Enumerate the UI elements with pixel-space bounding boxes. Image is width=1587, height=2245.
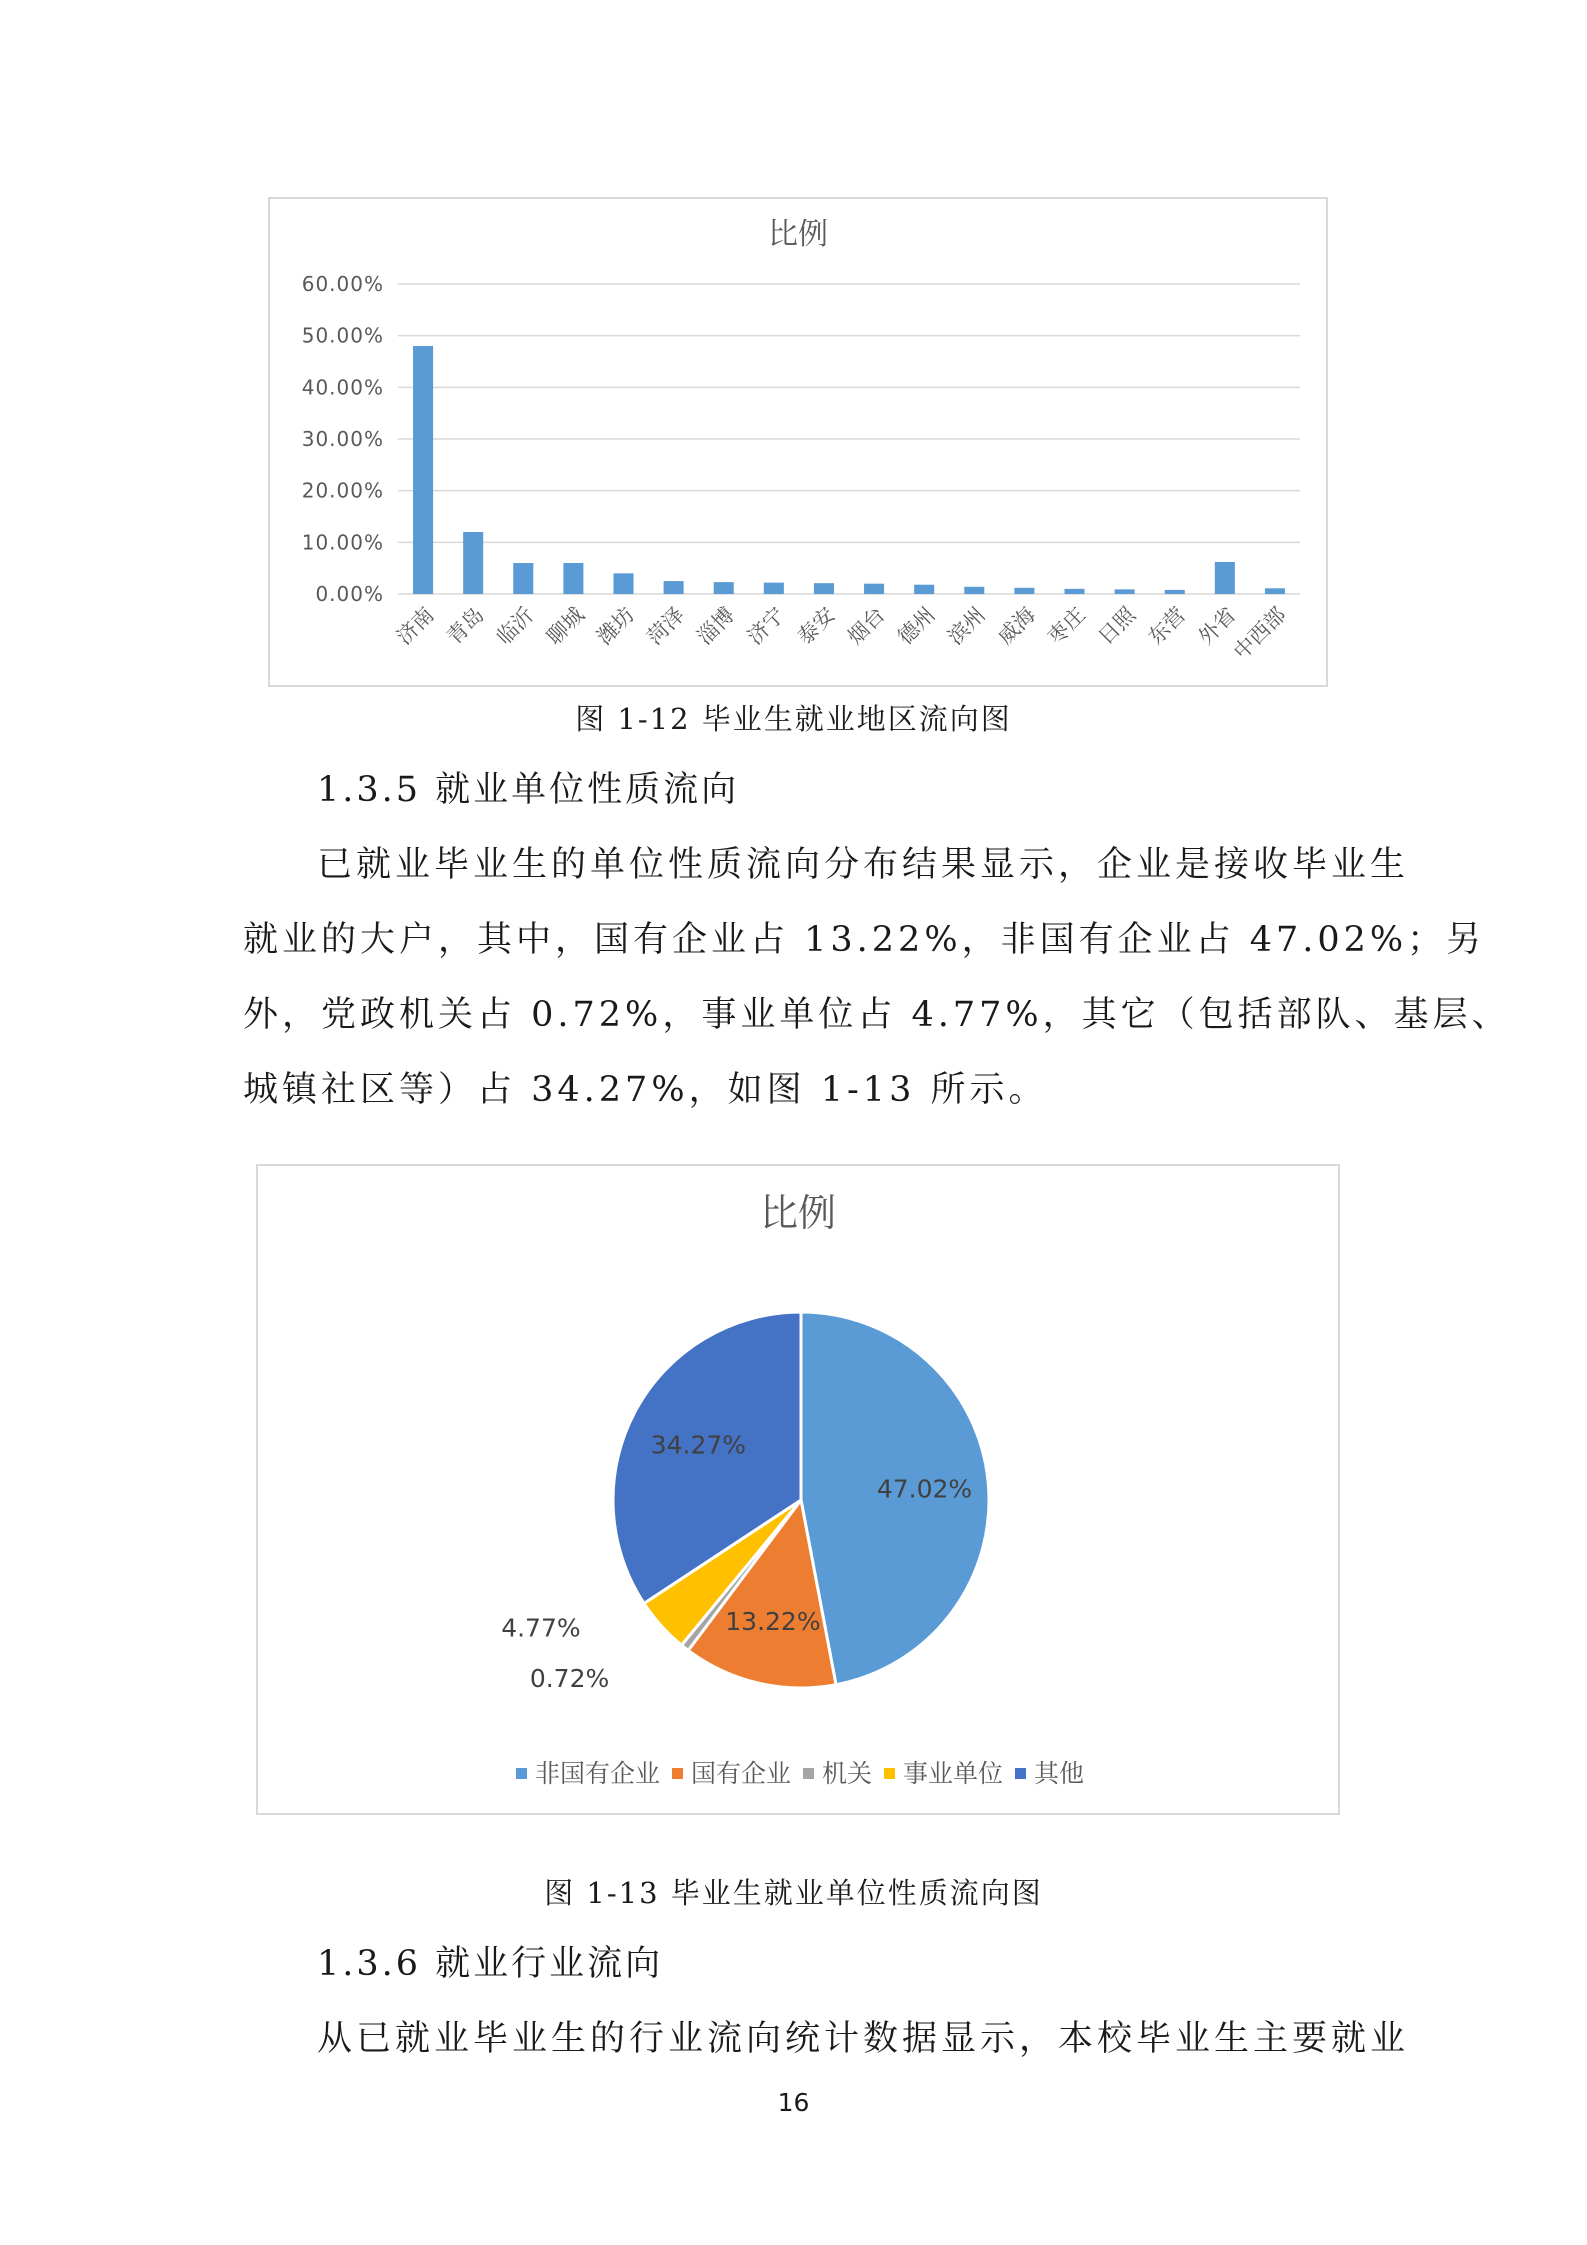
bar: [964, 587, 984, 594]
paragraph-line: 外，党政机关占 0.72%，事业单位占 4.77%，其它（包括部队、基层、: [243, 995, 1511, 1035]
bar: [1115, 589, 1135, 594]
pie-data-label: 34.27%: [650, 1430, 747, 1460]
x-tick-label: 中西部: [1228, 602, 1291, 665]
section-135-heading: 1.3.5 就业单位性质流向: [317, 770, 740, 810]
legend-item: [884, 1754, 1003, 1790]
bar: [1265, 588, 1285, 594]
x-tick-label: 淄博: [692, 602, 740, 650]
x-tick-label: 滨州: [943, 602, 990, 650]
bar: [1165, 590, 1185, 594]
bar: [513, 563, 533, 594]
x-tick-label: 德州: [893, 602, 940, 650]
legend-label: 其他: [1034, 1759, 1085, 1788]
chart-title: 比例: [759, 1191, 837, 1235]
bar: [563, 563, 583, 594]
paragraph-line: 已就业毕业生的单位性质流向分布结果显示，企业是接收毕业生: [317, 845, 1410, 885]
section-136-heading: 1.3.6 就业行业流向: [317, 1944, 664, 1984]
bar: [1064, 589, 1084, 594]
pie-chart: [258, 1166, 1338, 1813]
legend-label: 国有企业: [690, 1759, 791, 1788]
pie-data-label: 4.77%: [501, 1613, 581, 1643]
x-tick-label: 菏泽: [642, 602, 690, 650]
pie-data-label: 47.02%: [876, 1474, 973, 1504]
pie-data-label: 13.22%: [725, 1606, 821, 1636]
bar: [1215, 562, 1235, 594]
legend-item: [803, 1754, 872, 1790]
x-tick-label: 东营: [1143, 602, 1191, 650]
x-tick-label: 济南: [391, 602, 439, 650]
bar-chart: [270, 199, 1326, 685]
legend-label: 机关: [821, 1759, 872, 1788]
legend-item: [672, 1754, 791, 1790]
x-tick-label: 泰安: [792, 602, 840, 650]
x-tick-label: 外省: [1193, 602, 1241, 650]
legend-item: [1015, 1754, 1084, 1790]
pie-chart-region: [256, 1164, 1340, 1815]
chart-title: 比例: [768, 217, 828, 252]
x-tick-label: 济宁: [742, 602, 790, 650]
page-number: 16: [777, 2088, 810, 2117]
x-tick-label: 青岛: [442, 602, 489, 650]
paragraph-line: 城镇社区等）占 34.27%，如图 1-13 所示。: [243, 1070, 1048, 1110]
x-tick-label: 聊城: [542, 602, 589, 650]
y-tick-label: 10.00%: [301, 530, 384, 555]
y-tick-label: 30.00%: [301, 427, 384, 451]
x-tick-label: 枣庄: [1043, 602, 1091, 650]
paragraph-line: 就业的大户，其中，国有企业占 13.22%，非国有企业占 47.02%；另: [243, 920, 1486, 960]
paragraph-line: 从已就业毕业生的行业流向统计数据显示，本校毕业生主要就业: [317, 2019, 1410, 2059]
bar-chart-region: [268, 197, 1328, 687]
legend-swatch: [672, 1768, 683, 1779]
pie-data-label: 0.72%: [529, 1663, 610, 1693]
bar: [1014, 588, 1034, 594]
bar: [714, 582, 734, 594]
bar: [413, 346, 433, 594]
bar: [613, 573, 633, 594]
figure-12-caption: 图 1-12 毕业生就业地区流向图: [575, 702, 1012, 736]
x-tick-label: 临沂: [492, 602, 539, 650]
legend-label: 事业单位: [903, 1759, 1004, 1788]
bar: [664, 581, 684, 594]
bar: [814, 583, 834, 594]
bar: [764, 583, 784, 594]
figure-13-caption: 图 1-13 毕业生就业单位性质流向图: [544, 1876, 1043, 1910]
legend-swatch: [516, 1768, 527, 1779]
x-tick-label: 烟台: [842, 602, 890, 650]
y-tick-label: 50.00%: [301, 323, 384, 348]
legend-swatch: [1015, 1768, 1026, 1779]
bar: [463, 532, 483, 594]
y-tick-label: 60.00%: [301, 272, 384, 296]
x-tick-label: 威海: [993, 602, 1040, 650]
y-tick-label: 0.00%: [315, 582, 384, 606]
legend-swatch: [884, 1768, 895, 1779]
x-tick-label: 潍坊: [592, 602, 640, 650]
bar: [864, 584, 884, 594]
legend-swatch: [803, 1768, 814, 1779]
legend-label: 非国有企业: [534, 1759, 660, 1788]
pie-legend: [258, 1754, 1342, 1790]
x-tick-label: 日照: [1093, 602, 1141, 650]
legend-item: [516, 1754, 660, 1790]
y-tick-label: 40.00%: [301, 375, 384, 400]
bar: [914, 585, 934, 594]
y-tick-label: 20.00%: [301, 478, 384, 503]
